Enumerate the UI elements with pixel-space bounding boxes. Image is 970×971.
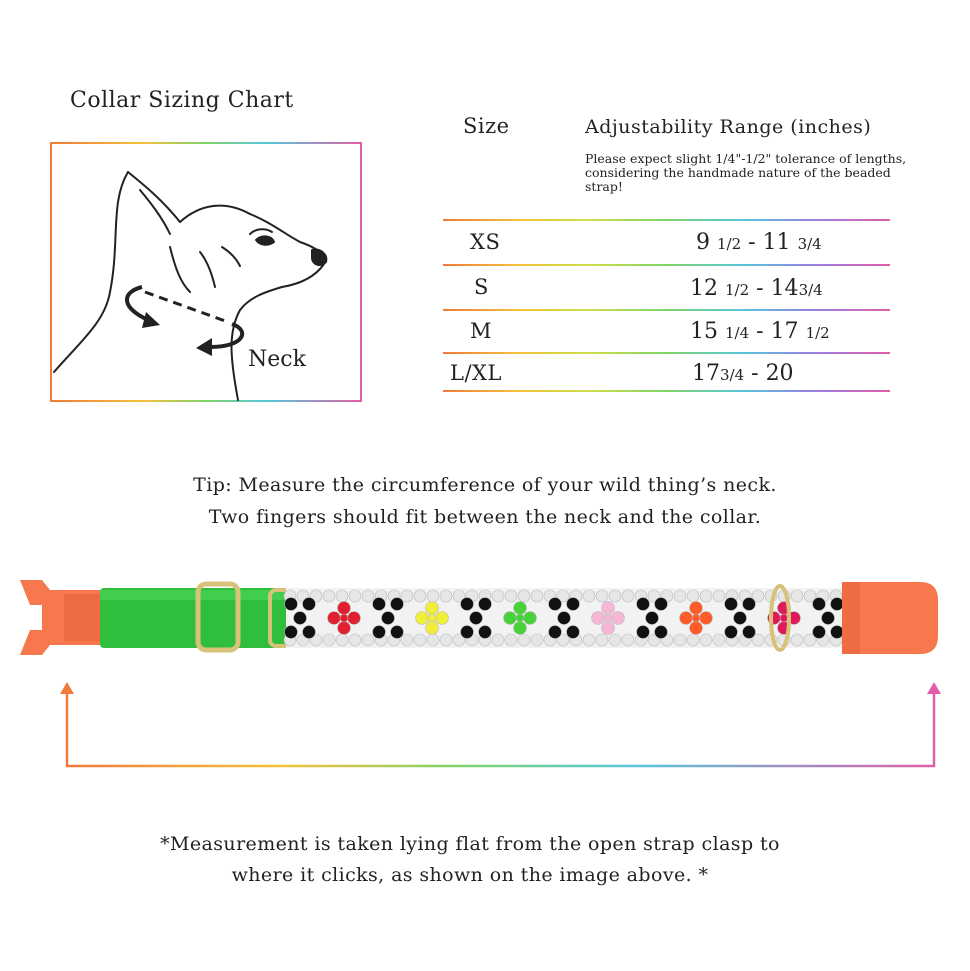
clear-bead [687,634,699,646]
clear-bead [622,590,634,602]
size-cell: XS [470,230,501,254]
clear-bead [583,634,595,646]
black-bead [743,598,756,611]
flower-center-bead [604,614,612,622]
size-cell: M [470,319,493,343]
flower-center-bead [780,614,788,622]
arrow-head-icon [142,312,160,328]
clear-bead [362,590,374,602]
clear-bead [336,590,348,602]
black-bead [567,626,580,639]
measurement-arrow [67,690,934,766]
black-bead [382,612,395,625]
flower-bead [426,622,439,635]
tip-text: Two fingers should fit between the neck and the collar. [208,506,762,528]
clear-bead [427,590,439,602]
clear-bead [401,634,413,646]
clear-bead [518,590,530,602]
clear-bead [349,590,361,602]
tip-text: Tip: Measure the circumference of your wild thing’s neck. [193,474,777,496]
black-bead [479,626,492,639]
black-bead [637,626,650,639]
flower-center-bead [692,614,700,622]
range-column-header: Adjustability Range (inches) [585,116,872,138]
black-bead [285,626,298,639]
arrow-up-icon [60,682,74,694]
table-rule [443,309,890,311]
arrow-head-icon [196,338,212,356]
black-bead [391,626,404,639]
clear-bead [583,590,595,602]
clear-bead [440,590,452,602]
black-bead [470,612,483,625]
clear-bead [674,590,686,602]
clear-bead [492,634,504,646]
range-cell: 173/4 - 20 [692,361,794,386]
flower-bead [514,602,527,615]
black-bead [567,598,580,611]
measure-line [145,292,228,322]
clear-bead [791,590,803,602]
range-cell: 15 1/4 - 17 1/2 [690,319,830,344]
clear-bead [336,634,348,646]
clear-bead [609,634,621,646]
clear-bead [713,634,725,646]
black-bead [813,598,826,611]
clear-bead [791,634,803,646]
clear-bead [674,634,686,646]
clear-bead [713,590,725,602]
flower-center-bead [340,614,348,622]
clear-bead [323,634,335,646]
clear-bead [349,634,361,646]
flower-center-bead [516,614,524,622]
black-bead [655,598,668,611]
black-bead [373,598,386,611]
flower-bead [328,612,341,625]
clear-bead [505,590,517,602]
flower-bead [602,622,615,635]
clear-bead [687,590,699,602]
flower-bead [338,622,351,635]
table-rule [443,264,890,266]
illustration-frame [51,143,361,401]
clear-bead [700,634,712,646]
clear-bead [609,590,621,602]
clear-bead [362,634,374,646]
clear-bead [323,590,335,602]
flower-bead [612,612,625,625]
footnote-text: where it clicks, as shown on the image above. * [231,864,709,886]
flower-bead [690,602,703,615]
flower-bead [514,622,527,635]
flower-bead [416,612,429,625]
black-bead [725,598,738,611]
table-rule [443,390,890,392]
table-rule [443,219,890,221]
flower-bead [436,612,449,625]
black-bead [461,598,474,611]
flower-bead [426,602,439,615]
flower-center-bead [428,614,436,622]
flower-bead [338,602,351,615]
flower-bead [602,602,615,615]
clear-bead [622,634,634,646]
tolerance-note: Please expect slight 1/4"-1/2" tolerance of lengths, considering the handmade nature of the beaded strap! [585,151,907,194]
flower-bead [524,612,537,625]
chart-title: Collar Sizing Chart [70,88,294,113]
clear-bead [414,590,426,602]
black-bead [655,626,668,639]
black-bead [743,626,756,639]
black-bead [549,598,562,611]
size-column-header: Size [463,114,510,138]
black-bead [391,598,404,611]
black-bead [646,612,659,625]
left-buckle-icon [20,580,110,655]
flower-bead [700,612,713,625]
flower-bead [348,612,361,625]
range-cell: 9 1/2 - 11 3/4 [696,230,822,255]
black-bead [294,612,307,625]
clear-bead [492,590,504,602]
black-bead [725,626,738,639]
black-bead [822,612,835,625]
clear-bead [596,590,608,602]
black-bead [479,598,492,611]
black-bead [303,626,316,639]
flower-bead [592,612,605,625]
black-bead [285,598,298,611]
flower-bead [504,612,517,625]
flower-bead [690,622,703,635]
neck-illustration [50,142,362,402]
range-cell: 12 1/2 - 143/4 [690,276,823,301]
black-bead [303,598,316,611]
clear-bead [531,590,543,602]
black-bead [831,598,844,611]
collar-illustration [0,560,970,790]
black-bead [637,598,650,611]
black-bead [461,626,474,639]
measure-arrow-icon [127,287,242,347]
clear-bead [531,634,543,646]
clear-bead [700,590,712,602]
table-rule [443,352,890,354]
neck-label: Neck [248,347,306,372]
black-bead [813,626,826,639]
black-bead [831,626,844,639]
clear-bead [505,634,517,646]
black-bead [558,612,571,625]
clear-bead [414,634,426,646]
footnote-text: *Measurement is taken lying flat from the open strap clasp to [160,833,780,855]
black-bead [734,612,747,625]
size-cell: S [474,275,489,299]
black-bead [373,626,386,639]
flower-bead [680,612,693,625]
clear-bead [427,634,439,646]
clear-bead [518,634,530,646]
arrow-up-icon [927,682,941,694]
black-bead [549,626,562,639]
size-cell: L/XL [450,361,502,385]
clear-bead [440,634,452,646]
clear-bead [401,590,413,602]
clear-bead [596,634,608,646]
